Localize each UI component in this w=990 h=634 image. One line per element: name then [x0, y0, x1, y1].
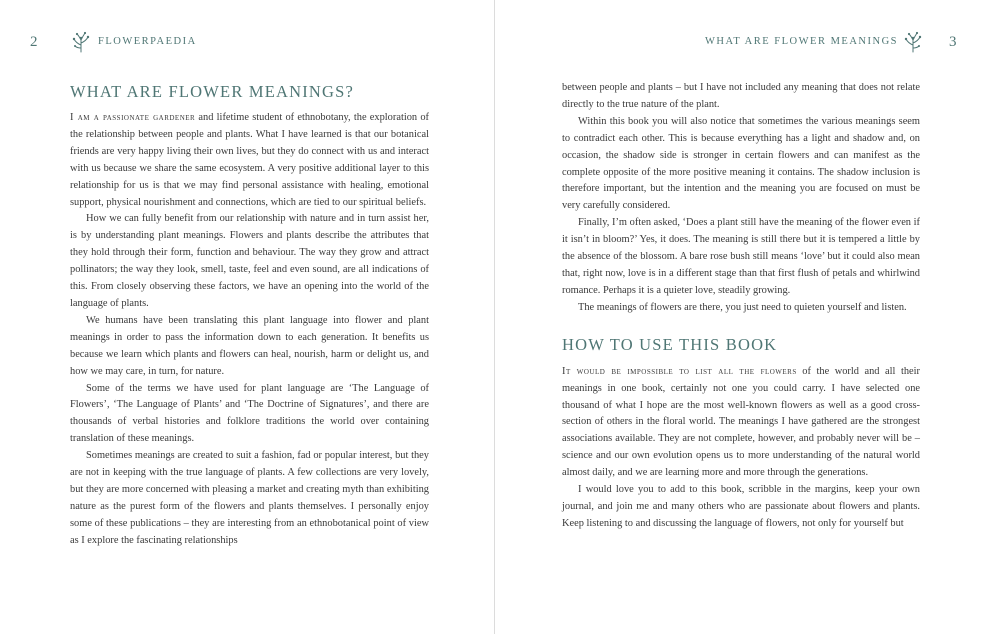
- page-number-right: 3: [949, 34, 957, 50]
- body-paragraph: The meanings of flowers are there, you just need to quieten yourself and listen.: [578, 301, 907, 313]
- lead-in-smallcaps: I am a passionate gardener: [70, 112, 196, 123]
- body-paragraph: It would be impossible to list all the flowers of the world and all their meanings in one book, certainly not one you could carry. I have selected one thousand of what I hope are the most well-known flowers as well as a good cross-section of others in the floral world. The meanings I have gathered are the strongest associations available. They are not complete, however, and probably never will be – science and our own evolution opens us to more understanding of the natural world almost daily, and we are learning more and more through the generations.: [562, 365, 921, 479]
- running-head-left: FLOWERPAEDIA: [98, 36, 197, 47]
- body-paragraph: Within this book you will also notice that sometimes the various meanings seem to contradict each other. This is because everything has a light and shadow and, on occasion, the shadow side is stronger in certain flowers and can manifest as the complete opposite of the more positive meaning it contains. The shadow inclusion is therefore important, but the intention and the meaning you are focused on must be very carefully considered.: [562, 115, 920, 212]
- body-paragraph: Sometimes meanings are created to suit a fashion, fad or popular interest, but they are not in keeping with the true language of plants. A few collections are very lovely, but they are more concerned with pleasing a market and creating myth than exhibiting nature as the purest form of the flowers and plants themselves. I personally enjoy some of these publications – they are interesting from an ethnobotanical point of view as I explore the fascinating relationships: [70, 450, 429, 546]
- section-heading: WHAT ARE FLOWER MEANINGS?: [70, 82, 355, 101]
- running-head-right: WHAT ARE FLOWER MEANINGS: [704, 36, 898, 47]
- body-paragraph: Finally, I’m often asked, ‘Does a plant still have the meaning of the flower even if it isn’t in bloom?’ Yes, it does. The meaning is still there but it is tempered a little by the absence of the blossom. A bare rose bush still means ‘love’ but it could also mean that, right now, love is in a different stage than that first flush of petals and whirlwind romance. Perhaps it is a quieter love, steadily growing.: [562, 217, 920, 296]
- section-heading: HOW TO USE THIS BOOK: [562, 334, 778, 354]
- right-page-body: [562, 80, 920, 533]
- body-paragraph: I would love you to add to this book, scribble in the margins, keep your own journal, and join me and many others who are passionate about flowers and plants. Keep listening to and discussing the language of flowers, not only for yourself but: [562, 484, 920, 529]
- page-gutter: [494, 0, 495, 634]
- lead-in-smallcaps: It would be impossible to list all the flowers: [562, 365, 797, 377]
- body-paragraph: I am a passionate gardener and lifetime student of ethnobotany, the exploration of the relationship between people and plants. What I have learned is that our botanical friends are very happy living their own lives, but they do connect with us and interact with us because we share the same ecosystem. A very positive additional layer to this relationship for us is that we may find personal assistance with healing, emotional support, physical nourishment and connections, which are tied to our spiritual beliefs.: [70, 112, 429, 208]
- flower-sprig-icon: [903, 31, 923, 53]
- body-paragraph: Some of the terms we have used for plant language are ‘The Language of Flowers’, ‘The Language of Plants’ and ‘The Doctrine of Signatures’, and there are thousands of verbal histories and folklore traditions the world over containing translation of these meanings.: [70, 382, 429, 445]
- flower-sprig-icon: [71, 31, 91, 53]
- page-number-left: 2: [30, 34, 38, 50]
- body-paragraph-continued: between people and plants – but I have not included any meaning that does not relate directly to the true nature of the plant.: [562, 82, 920, 110]
- body-paragraph: We humans have been translating this plant language into flower and plant meanings in order to pass the information down to each generation. It benefits us because we learn which plants and flowers can heal, nourish, harm or delight us, and how we may care, in turn, for nature.: [70, 314, 429, 377]
- left-page-body: [70, 78, 429, 550]
- body-paragraph: How we can fully benefit from our relationship with nature and in turn assist her, is by understanding plant meanings. Flowers and plants describe the attributes that they hold through their form, function and behaviour. The way they grow and attract pollinators; the way they look, smell, taste, feel and even sound, are all indications of this. From closely observing these factors, we have an opening into the world of the language of plants.: [70, 213, 429, 309]
